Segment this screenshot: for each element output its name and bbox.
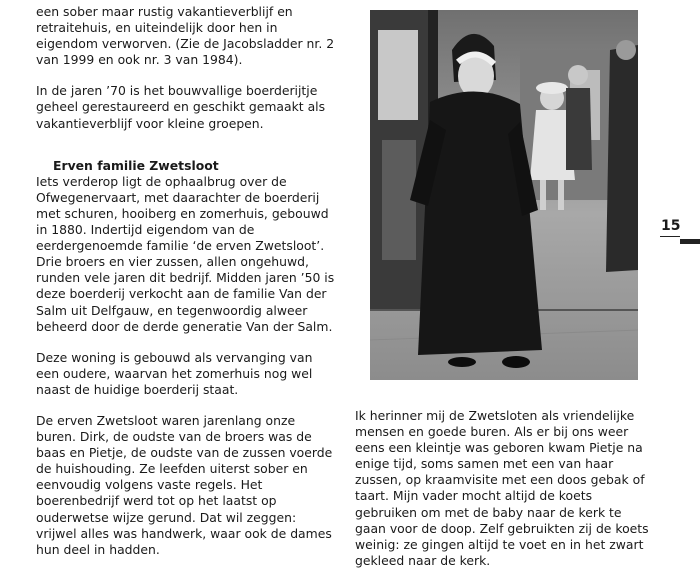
- page-edge-rule: [680, 239, 700, 244]
- paragraph: een sober maar rustig vakantieverblijf en retraitehuis, en uiteindelijk door hen in eigendom verworven. (Zie de Jacobsladder nr. 2 van 1999 en ook nr. 3 van 1984).: [36, 4, 335, 68]
- paragraph: Deze woning is gebouwd als vervanging van een oudere, waarvan het zomerhuis nog wel naast de huidige boerderij staat.: [36, 349, 313, 397]
- paragraph: Ik herinner mij de Zwetsloten als vriendelijke mensen en goede buren. Als er bij ons weer eens een kleintje was geboren kwam Pietje na enige tijd, soms samen met een van haar zussen, op kraamvisite met een doos gebak of taart. Mijn vader mocht altijd de koets gebruiken om met de baby naar de kerk te gaan voor de doop. Zelf gebruikten zij de koets weinig: ze gingen altijd te voet en in het zwart gekleed naar de kerk.: [355, 408, 649, 568]
- historic-photo: [370, 10, 638, 380]
- section: [36, 158, 338, 335]
- paragraph: In de jaren ’70 is het bouwvallige boerderijtje geheel gerestaureerd en geschikt gemaakt als vakantieverblijf voor kleine groepen.: [36, 83, 326, 131]
- photo-illustration: [370, 10, 638, 380]
- page-number: 15: [661, 218, 681, 234]
- left-column: [36, 4, 338, 573]
- paragraph: Iets verderop ligt de ophaalbrug over de Ofwegenervaart, met daarachter de boerderij met schuren, hooiberg en zomerhuis, gebouwd in 1880. Indertijd eigendom van de eerdergenoemde familie ‘de erven Zwetsloot’. Drie broers en vier zussen, allen ongehuwd, runden vele jaren dit bedrijf. Midden jaren ’50 is deze boerderij verkocht aan de familie Van der Salm uit Delfgauw, en tegenwoordig alweer beheerd door de derde generatie Van der Salm.: [36, 173, 335, 334]
- section-heading: Erven familie Zwetsloot: [53, 157, 219, 173]
- page-number-underline: [660, 236, 680, 237]
- right-column: [355, 408, 655, 584]
- paragraph: De erven Zwetsloot waren jarenlang onze buren. Dirk, de oudste van de broers was de baas en Pietje, de oudste van de zussen voerde de huishouding. Ze leefden uiterst sober en eenvoudig volgens vaste regels. Het boerenbedrijf werd tot op het laatst op ouderwetse wijze gerund. Dat wil zeggen: vrijwel alles was handwerk, waar ook de dames hun deel in hadden.: [36, 412, 333, 557]
